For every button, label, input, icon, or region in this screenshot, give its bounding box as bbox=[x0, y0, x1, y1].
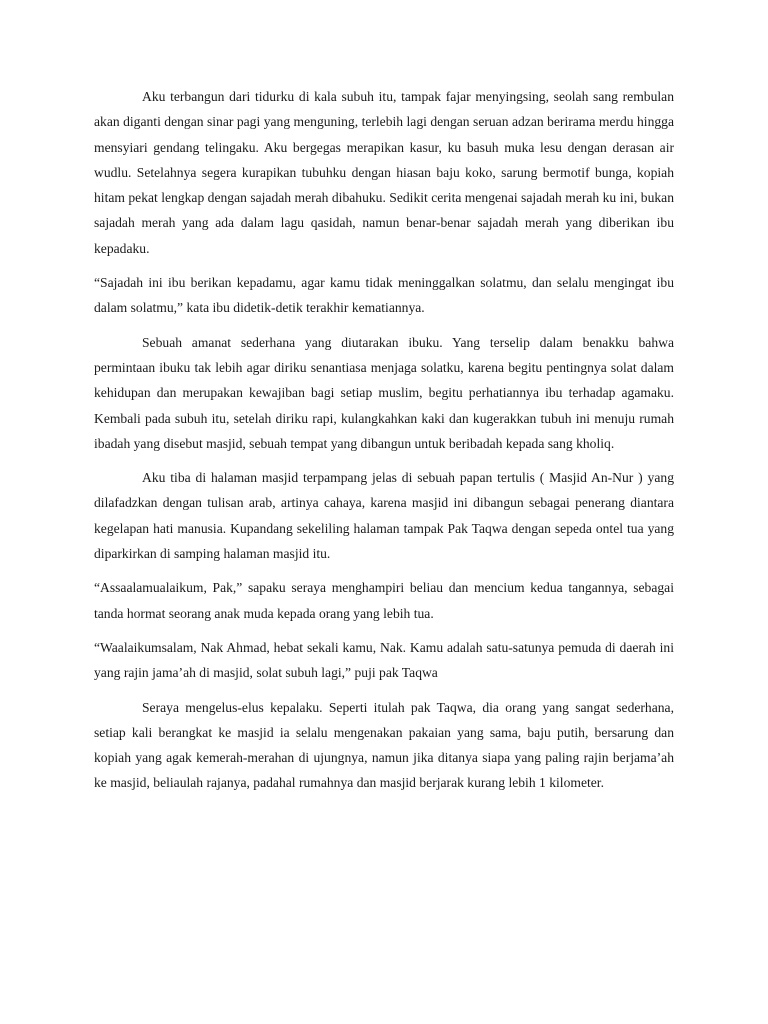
paragraph-7: Seraya mengelus-elus kepalaku. Seperti itulah pak Taqwa, dia orang yang sangat sederhana, setiap kali berangkat ke masjid ia selalu mengenakan pakaian yang sama, baju putih, bersarung dan kopiah yang agak kemerah-merahan di ujungnya, namun jika ditanya siapa yang paling rajin berjama’ah ke masjid, beliaulah rajanya, padahal rumahnya dan masjid berjarak kurang lebih 1 kilometer. bbox=[94, 699, 674, 791]
paragraph-4: Aku tiba di halaman masjid terpampang jelas di sebuah papan tertulis ( Masjid An-Nur ) yang dilafadzkan dengan tulisan arab, artinya cahaya, karena masjid ini dibangun sebagai penerang diantara kegelapan hati manusia. Kupandang sekeliling halaman tampak Pak Taqwa dengan sepeda ontel tua yang diparkirkan di samping halaman masjid itu. bbox=[94, 470, 674, 562]
paragraph-3: Sebuah amanat sederhana yang diutarakan ibuku. Yang terselip dalam benakku bahwa permintaan ibuku tak lebih agar diriku senantiasa menjaga solatku, karena begitu pentingnya solat dalam kehidupan dan merupakan kewajiban bagi setiap muslim, begitu perhatiannya ibu terhadap agamaku. Kembali pada subuh itu, setelah diriku rapi, kulangkahkan kaki dan kugerakkan tubuh ini menuju rumah ibadah yang disebut masjid, sebuah tempat yang dibangun untuk beribadah kepada sang kholiq. bbox=[94, 334, 674, 451]
paragraph-6-dialogue: “Waalaikumsalam, Nak Ahmad, hebat sekali kamu, Nak. Kamu adalah satu-satunya pemuda di daerah ini yang rajin jama’ah di masjid, solat subuh lagi,” puji pak Taqwa bbox=[94, 639, 674, 681]
document-page bbox=[94, 84, 674, 805]
paragraph-2-dialogue: “Sajadah ini ibu berikan kepadamu, agar kamu tidak meninggalkan solatmu, dan selalu mengingat ibu dalam solatmu,” kata ibu didetik-detik terakhir kematiannya. bbox=[94, 275, 674, 316]
paragraph-5-dialogue: “Assaalamualaikum, Pak,” sapaku seraya menghampiri beliau dan mencium kedua tangannya, sebagai tanda hormat seorang anak muda kepada orang yang lebih tua. bbox=[94, 580, 674, 621]
paragraph-1: Aku terbangun dari tidurku di kala subuh itu, tampak fajar menyingsing, seolah sang rembulan akan diganti dengan sinar pagi yang menguning, terlebih lagi dengan seruan adzan berirama merdu hingga mensyiari gendang telingaku. Aku bergegas merapikan kasur, ku basuh muka lesu dengan derasan air wudlu. Setelahnya segera kurapikan tubuhku dengan hiasan baju koko, sarung bermotif bunga, kopiah hitam pekat lengkap dengan sajadah merah dibahuku. Sedikit cerita mengenai sajadah merah ku ini, bukan sajadah merah yang ada dalam lagu qasidah, namun benar-benar sajadah merah yang diberikan ibu kepadaku. bbox=[94, 89, 674, 256]
